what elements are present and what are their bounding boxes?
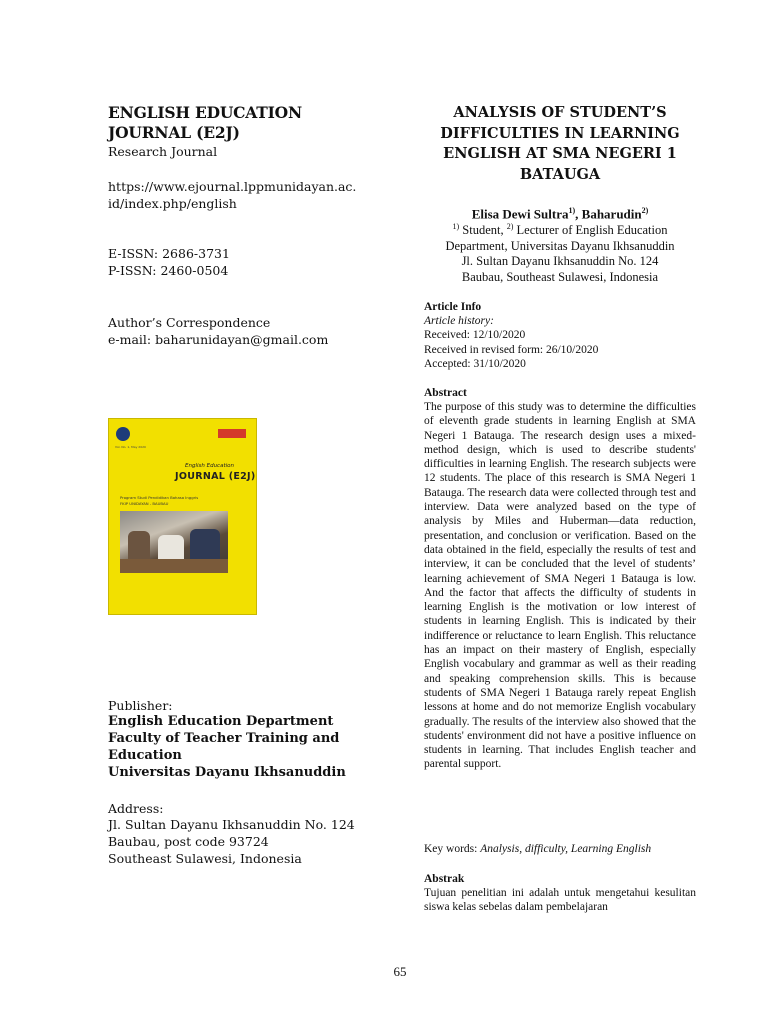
address-block — [108, 816, 355, 867]
address-line2: Baubau, post code 93724 — [108, 834, 269, 849]
cover-program-line2: FKIP UNIDAYAN - BAUBAU — [120, 501, 169, 506]
affiliation-line2: Jl. Sultan Dayanu Ikhsanuddin No. 124 — [461, 254, 659, 269]
keywords — [424, 842, 651, 856]
keywords-label: Key words: — [424, 843, 481, 855]
author-2-sup: 2) — [641, 206, 649, 215]
publisher-label: Publisher: — [108, 698, 173, 713]
classroom-photo — [120, 511, 228, 573]
journal-subtitle: Research Journal — [108, 144, 218, 159]
eissn: E-ISSN: 2686-3731 — [108, 246, 230, 261]
page-number: 65 — [393, 964, 407, 979]
cover-title-small: English Education — [185, 463, 234, 469]
correspondence-label: Author’s Correspondence — [108, 315, 271, 330]
cover-title-big: JOURNAL (E2J) — [175, 471, 256, 482]
article-history-label: Article history: — [424, 315, 494, 327]
cover-volume-text: Vol. No. 1, May 2020 — [115, 445, 146, 449]
pissn: P-ISSN: 2460-0504 — [108, 263, 229, 278]
accepted-date: Accepted: 31/10/2020 — [424, 358, 526, 370]
journal-url-line1: https://www.ejournal.lppmunidayan.ac. — [108, 179, 357, 194]
revised-date: Received in revised form: 26/10/2020 — [424, 344, 599, 356]
abstract-label: Abstract — [424, 387, 467, 399]
address-line1: Jl. Sultan Dayanu Ikhsanuddin No. 124 — [108, 817, 355, 832]
journal-url-line2: id/index.php/english — [108, 196, 237, 211]
keywords-list: Analysis, difficulty, Learning English — [480, 843, 652, 855]
university-logo-icon — [116, 427, 130, 441]
cover-program-line1: Program Studi Pendidikan Bahasa Inggris — [120, 495, 199, 500]
correspondence-email[interactable]: e-mail: baharunidayan@gmail.com — [108, 332, 329, 347]
accreditation-badge — [218, 429, 246, 438]
affiliation-line1: $^{1)}$ Student, $^{2)}$ Lecturer of English Education Department, Universitas Dayanu Ikhsanuddin — [445, 222, 675, 253]
journal-url[interactable] — [108, 178, 368, 212]
address-line3: Southeast Sulawesi, Indonesia — [108, 851, 302, 866]
publisher-line3: Universitas Dayanu Ikhsanuddin — [108, 765, 346, 780]
abstrak-body: Tujuan penelitian ini adalah untuk mengetahui kesulitan siswa kelas sebelas dalam pembelajaran — [424, 887, 696, 914]
publisher-line2: Faculty of Teacher Training and Education — [108, 731, 340, 763]
affiliation-line3: Baubau, Southeast Sulawesi, Indonesia — [461, 269, 659, 284]
author-sep: , Baharudin — [575, 206, 642, 222]
abstract-body: The purpose of this study was to determine the difficulties of eleventh grade students in learning English at SMA Negeri 1 Batauga. The research design uses a mixed-method design, which is used to describe students' difficulties in learning English. The research subjects were 12 students. The place of this research is SMA Negeri 1 Batauga. The research data were collected through test and interview. Data were analyzed based on the type of analysis by Miles and Huberman—data reduction, presentation, and conclusion or verification. Based on the data obtained in the field, especially the results of test and interview, it can be concluded that the level of students’ learning achievement of SMA Negeri 1 Batauga is low. And the factor that affects the difficulty of students in learning English is the motivation or low interest of students in learning English. This is indicated by their indifference or reluctance to learn English. This reluctance has an impact on their mastery of English, especially English vocabulary and grammar as well as their reading and speaking comprehension skills. This is because students of SMA Negeri 1 Batauga rarely repeat English lessons at home and do not memorize English vocabulary gradually. The results of the interview also showed that the students' environment did not have a positive influence on students in learning. That includes English teacher and parental support. — [424, 401, 696, 771]
article-title: ANALYSIS OF STUDENT’S DIFFICULTIES IN LEARNING ENGLISH AT SMA NEGERI 1 BATAUGA — [440, 104, 680, 183]
publisher-block — [108, 713, 368, 781]
received-date: Received: 12/10/2020 — [424, 329, 526, 341]
publisher-line1: English Education Department — [108, 714, 334, 729]
address-label: Address: — [108, 801, 164, 816]
abstrak-label: Abstrak — [424, 873, 465, 885]
issn-block — [108, 245, 230, 279]
article-info-label: Article Info — [424, 301, 482, 313]
journal-cover-image — [108, 418, 257, 615]
affiliation — [424, 219, 696, 285]
author-1-sup: 1) — [568, 206, 576, 215]
author-1: Elisa Dewi Sultra — [471, 206, 569, 222]
journal-title: ENGLISH EDUCATION JOURNAL (E2J) — [108, 103, 302, 142]
correspondence-block — [108, 314, 328, 348]
